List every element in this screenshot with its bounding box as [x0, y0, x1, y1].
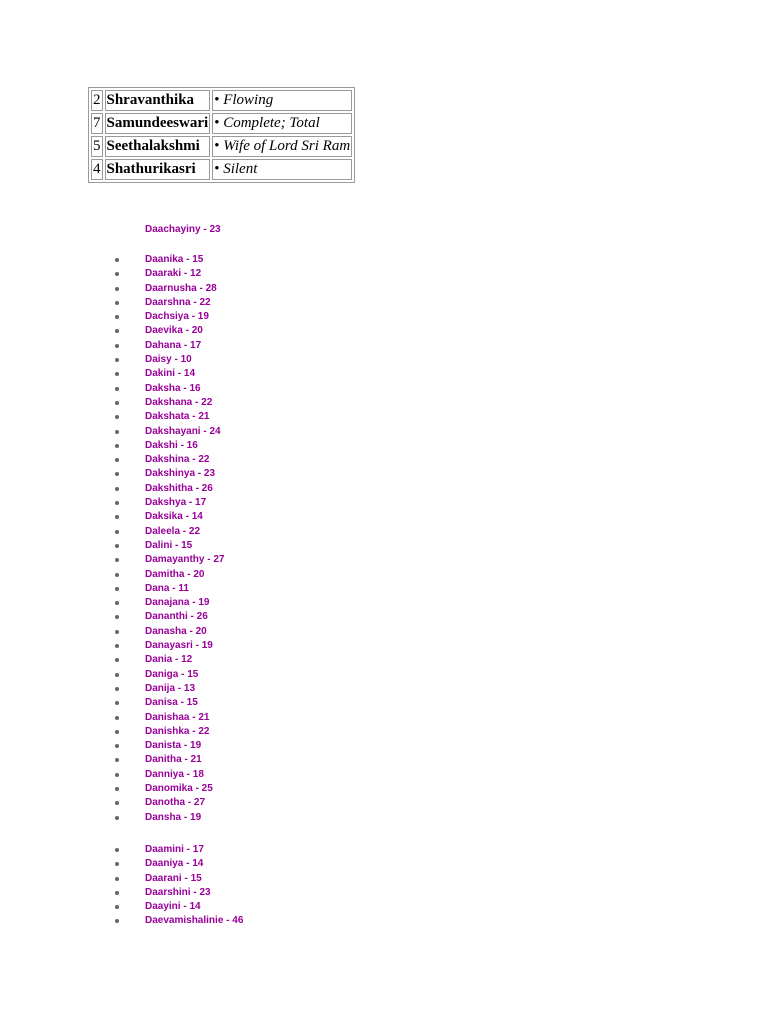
- list-item-label: Daaraki - 12: [145, 268, 202, 280]
- list-item: [0, 653, 224, 667]
- bullet-icon: [115, 862, 119, 866]
- bullet-icon: [115, 272, 119, 276]
- list-item: [0, 353, 224, 367]
- list-item: [0, 482, 224, 496]
- row-name: Shathurikasri: [105, 159, 211, 180]
- list-item-label: Dakshitha - 26: [145, 482, 213, 494]
- list-item-label: Dachsiya - 19: [145, 311, 209, 323]
- list-item: [0, 711, 224, 725]
- list-item: [0, 811, 224, 825]
- list-item-label: Danniya - 18: [145, 768, 204, 780]
- list-item-label: Danayasri - 19: [145, 640, 213, 652]
- list-item-label: Danotha - 27: [145, 797, 206, 809]
- list-item-label: Dakshina - 22: [145, 454, 210, 466]
- table-row: [91, 136, 352, 157]
- bullet-icon: [115, 630, 119, 634]
- list-item-label: Daanika - 15: [145, 254, 204, 265]
- list-item-label: Dana - 11: [145, 582, 189, 594]
- bullet-icon: [115, 919, 119, 923]
- list-item-label: Damayanthy - 27: [145, 554, 225, 566]
- bullet-icon: [115, 716, 119, 720]
- bullet-icon: [115, 515, 119, 519]
- list-item: [0, 253, 224, 267]
- list-item: [0, 582, 224, 596]
- bullet-icon: [115, 530, 119, 534]
- list-item-label: Daayini - 14: [145, 901, 201, 913]
- bullet-icon: [115, 673, 119, 677]
- list-item: [0, 539, 224, 553]
- table-row: [91, 90, 352, 111]
- list-item-label: Danasha - 20: [145, 625, 207, 637]
- list-item: [0, 886, 243, 900]
- bullet-icon: [115, 615, 119, 619]
- list-item: [0, 739, 224, 753]
- list-item: [0, 610, 224, 624]
- bullet-icon: [115, 701, 119, 705]
- list-item-label: Dakshana - 22: [145, 396, 213, 408]
- bullet-icon: [115, 344, 119, 348]
- bullet-icon: [115, 329, 119, 333]
- list-item-label: Dansha - 19: [145, 811, 202, 823]
- list-item: [0, 668, 224, 682]
- bullet-icon: [115, 758, 119, 762]
- list-item-label: Dakshayani - 24: [145, 425, 221, 437]
- bullet-icon: [115, 372, 119, 376]
- bullet-icon: [115, 573, 119, 577]
- bullet-icon: [115, 501, 119, 505]
- bullet-icon: [115, 816, 119, 820]
- list-item: [0, 553, 224, 567]
- list-item-label: Daevika - 20: [145, 325, 203, 337]
- row-number: 4: [91, 159, 103, 180]
- bullet-icon: [115, 387, 119, 391]
- bullet-icon: [115, 658, 119, 662]
- row-meaning: Complete; Total: [223, 115, 320, 131]
- list-item: [0, 843, 243, 857]
- bullet-glyph: •: [214, 92, 220, 108]
- list-item: [0, 725, 224, 739]
- list-item-label: Dakshya - 17: [145, 497, 207, 509]
- list-item-label: Danista - 19: [145, 740, 202, 752]
- list-item-label: Dakshi - 16: [145, 439, 198, 451]
- row-meaning-cell: [212, 90, 352, 111]
- list-item: [0, 510, 224, 524]
- row-meaning: Flowing: [223, 92, 274, 108]
- list-item-label: Daaniya - 14: [145, 858, 204, 870]
- table-body: [91, 90, 352, 180]
- list-item-label: Daksha - 16: [145, 382, 201, 394]
- bullet-icon: [115, 487, 119, 491]
- list-item-label: Danomika - 25: [145, 782, 213, 794]
- list-item-label: Damitha - 20: [145, 568, 205, 580]
- list-item: [0, 796, 224, 810]
- list-heading: Daachayiny - 23: [145, 224, 221, 235]
- bullet-icon: [115, 444, 119, 448]
- list-item: [0, 625, 224, 639]
- list-item-label: Danajana - 19: [145, 597, 210, 609]
- row-number: 5: [91, 136, 103, 157]
- list-item-label: Danishaa - 21: [145, 711, 210, 723]
- row-name: Seethalakshmi: [105, 136, 211, 157]
- bullet-icon: [115, 587, 119, 591]
- bullet-glyph: •: [214, 161, 220, 177]
- bullet-icon: [115, 801, 119, 805]
- bullet-icon: [115, 258, 119, 262]
- list-item-label: Dananthi - 26: [145, 611, 208, 623]
- bullet-icon: [115, 401, 119, 405]
- list-item: [0, 296, 224, 310]
- list-item: [0, 596, 224, 610]
- bullet-icon: [115, 744, 119, 748]
- bullet-icon: [115, 287, 119, 291]
- bullet-icon: [115, 315, 119, 319]
- row-name: Samundeeswari: [105, 113, 211, 134]
- bullet-icon: [115, 544, 119, 548]
- list-item-label: Dalini - 15: [145, 539, 193, 551]
- list-item: [0, 872, 243, 886]
- list-item-label: Daarnusha - 28: [145, 282, 217, 294]
- row-number: 7: [91, 113, 103, 134]
- list-item-label: Daisy - 10: [145, 354, 192, 366]
- list-item-label: Dakshata - 21: [145, 411, 210, 423]
- list-item: [0, 310, 224, 324]
- list-item: [0, 900, 243, 914]
- list-item: [0, 467, 224, 481]
- list-item-label: Dakini - 14: [145, 368, 196, 380]
- row-meaning: Silent: [223, 161, 258, 177]
- list-item: [0, 439, 224, 453]
- bullet-icon: [115, 730, 119, 734]
- list-item: [0, 914, 243, 928]
- list-item: [0, 753, 224, 767]
- names-list-1: [0, 253, 224, 825]
- bullet-icon: [115, 891, 119, 895]
- list-item: [0, 696, 224, 710]
- bullet-icon: [115, 877, 119, 881]
- bullet-icon: [115, 301, 119, 305]
- list-item: [0, 857, 243, 871]
- bullet-icon: [115, 848, 119, 852]
- bullet-icon: [115, 601, 119, 605]
- bullet-icon: [115, 472, 119, 476]
- list-item: [0, 453, 224, 467]
- bullet-icon: [115, 430, 119, 434]
- bullet-icon: [115, 358, 119, 362]
- list-item-label: Danitha - 21: [145, 754, 202, 766]
- list-item: [0, 282, 224, 296]
- row-meaning-cell: [212, 159, 352, 180]
- names-list-2: [0, 843, 243, 929]
- bullet-icon: [115, 773, 119, 777]
- list-item: [0, 639, 224, 653]
- names-meaning-table: [88, 87, 355, 183]
- list-item: [0, 525, 224, 539]
- list-item-label: Daarshna - 22: [145, 296, 211, 308]
- list-item-label: Daamini - 17: [145, 844, 204, 855]
- list-item: [0, 396, 224, 410]
- list-item: [0, 382, 224, 396]
- list-item-label: Dahana - 17: [145, 339, 202, 351]
- list-item: [0, 410, 224, 424]
- list-item-label: Danisa - 15: [145, 697, 198, 709]
- row-name: Shravanthika: [105, 90, 211, 111]
- bullet-icon: [115, 905, 119, 909]
- list-item-label: Daleela - 22: [145, 525, 201, 537]
- list-item: [0, 324, 224, 338]
- list-item-label: Daarshini - 23: [145, 886, 211, 898]
- table-row: [91, 113, 352, 134]
- list-item: [0, 425, 224, 439]
- list-item: [0, 682, 224, 696]
- list-item: [0, 367, 224, 381]
- row-meaning-cell: [212, 113, 352, 134]
- table-row: [91, 159, 352, 180]
- bullet-icon: [115, 787, 119, 791]
- list-item-label: Dakshinya - 23: [145, 468, 216, 480]
- row-meaning-cell: [212, 136, 352, 157]
- list-item-label: Danija - 13: [145, 682, 196, 694]
- list-item-label: Daarani - 15: [145, 872, 202, 884]
- list-item: [0, 768, 224, 782]
- list-item: [0, 568, 224, 582]
- row-meaning: Wife of Lord Sri Ram: [223, 138, 351, 154]
- list-item-label: Danishka - 22: [145, 725, 210, 737]
- bullet-icon: [115, 415, 119, 419]
- bullet-icon: [115, 687, 119, 691]
- bullet-icon: [115, 644, 119, 648]
- bullet-glyph: •: [214, 138, 220, 154]
- list-item-label: Dania - 12: [145, 654, 193, 666]
- row-number: 2: [91, 90, 103, 111]
- list-item-label: Daevamishalinie - 46: [145, 915, 244, 927]
- bullet-icon: [115, 458, 119, 462]
- list-item: [0, 339, 224, 353]
- list-item-label: Daniga - 15: [145, 668, 199, 680]
- list-item-label: Daksika - 14: [145, 511, 203, 523]
- list-item: [0, 496, 224, 510]
- bullet-glyph: •: [214, 115, 220, 131]
- list-item: [0, 782, 224, 796]
- bullet-icon: [115, 558, 119, 562]
- list-item: [0, 267, 224, 281]
